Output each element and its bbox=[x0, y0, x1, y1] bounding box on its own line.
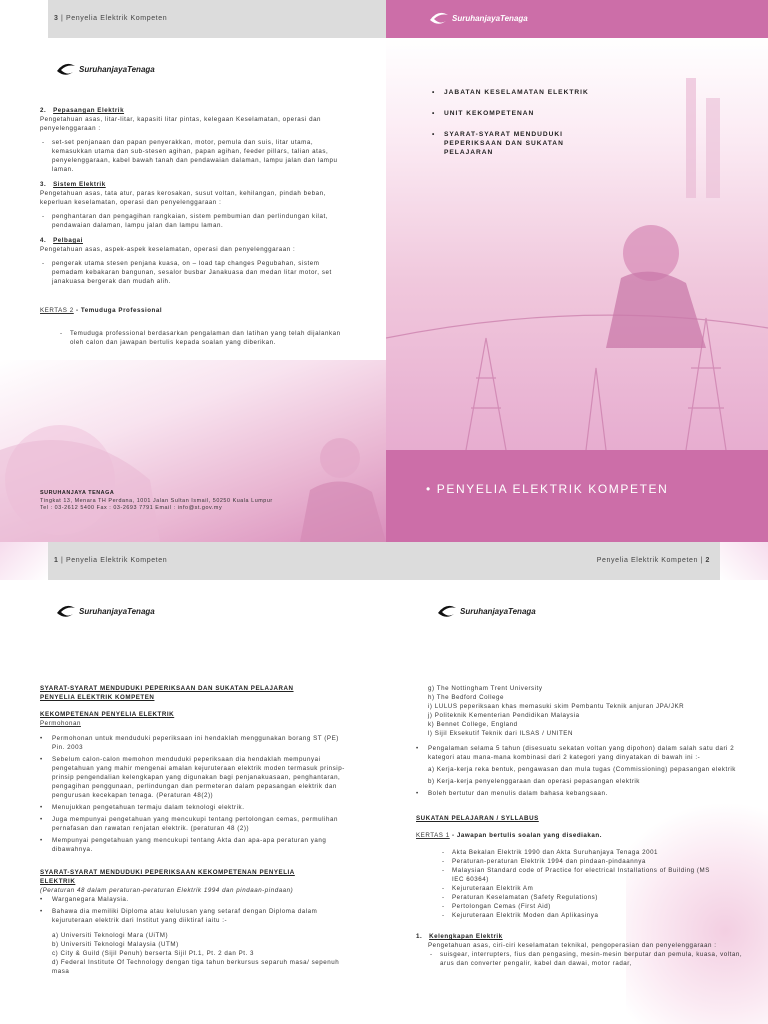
category-item: b) Kerja-kerja penyelenggaraan dan operasi pepasangan elektrik bbox=[428, 778, 640, 785]
brand-name: SuruhanjayaTenaga bbox=[79, 64, 155, 74]
requirement-bullet: • Pengalaman selama 5 tahun (disesuatu sekatan voltan yang dipohon) dalam salah satu dari 2 kategori atau mana-mana kombinasi dari 2 kategori yang dinyatakan di bawah ini :- bbox=[416, 744, 756, 762]
cover-bullet: • SYARAT-SYARAT MENDUDUKI PEPERIKSAAN DAN SUKATAN PELAJARAN bbox=[432, 130, 602, 157]
syllabus-heading: SUKATAN PELAJARAN / SYLLABUS bbox=[416, 815, 539, 822]
item-body: Pengetahuan asas, litar-litar, kapasiti litar pintas, kelegaan Keselamatan, operasi dan penyelenggaraan : bbox=[40, 116, 322, 132]
page-number: 1 bbox=[54, 557, 59, 564]
page-2-body bbox=[416, 684, 756, 971]
syllabus-item: - Peraturan Keselamatan (Safety Regulations) bbox=[440, 893, 710, 902]
sub-heading: Permohonan bbox=[40, 720, 81, 727]
kertas-title: - Temuduga Professional bbox=[73, 307, 163, 314]
item-title: Pelbagai bbox=[53, 237, 83, 244]
page-number: 2 bbox=[705, 557, 710, 564]
org-street: Tingkat 13, Menara TH Perdana, 1001 Jalan Sultan Ismail, 50250 Kuala Lumpur bbox=[40, 497, 273, 504]
institute-item: g) The Nottingham Trent University bbox=[428, 685, 543, 692]
page-1-body bbox=[40, 684, 352, 976]
separator: | bbox=[700, 557, 703, 564]
institute-item: j) Politeknik Kementerian Pendidikan Malaysia bbox=[428, 712, 580, 719]
page-3-body bbox=[40, 106, 352, 350]
page-2 bbox=[386, 542, 768, 1024]
syllabus-item: - Kejuruteraan Elektrik Am bbox=[440, 884, 710, 893]
item-body: Pengetahuan asas, tata atur, paras kerosakan, susut voltan, kehilangan, pindah beban, keperluan keselamatan, operasi dan penyelenggaraan : bbox=[40, 190, 326, 206]
kertas-1-heading bbox=[416, 831, 756, 840]
org-contact: Tel : 03-2612 5400 Fax : 03-2693 7791 Email : info@st.gov.my bbox=[40, 505, 223, 511]
item-body: Pengetahuan asas, aspek-aspek keselamatan, operasi dan penyelenggaraan : bbox=[40, 246, 296, 253]
section-heading: SYARAT-SYARAT MENDUDUKI PEPERIKSAAN DAN SUKATAN PELAJARAN PENYELIA ELEKTRIK KOMPETEN bbox=[40, 685, 294, 701]
swoosh-logo-icon bbox=[436, 604, 458, 618]
kertas-label: KERTAS 1 bbox=[416, 832, 450, 839]
item-title: Kelengkapan Elektrik bbox=[429, 933, 503, 940]
swoosh-logo-icon bbox=[55, 604, 77, 618]
swoosh-logo-icon bbox=[55, 62, 77, 76]
requirement-bullet: • Sebelum calon-calon memohon menduduki peperiksaan dia hendaklah mempunyai pengetahuan yang mahir mengenai amalan kejuruteraan elektrik moden termasuk prinsip-prinsip pengendalian kelengkapan yang digunakan bagi penjanakuasaan, penghantaran, pengagihan penggunaan, perlindungan dan permeteran dalam pepasangan elektrik dan pengurusan kecekapan tenaga. (Peraturan 48(2)) bbox=[40, 755, 352, 800]
cover-brand-logo bbox=[428, 11, 528, 25]
header-bar bbox=[48, 542, 386, 580]
section-item-4 bbox=[40, 236, 352, 286]
requirement-bullet: • Juga mempunyai pengetahuan yang mencukupi tentang pertolongan cemas, permulihan pernafasan dan rawatan renjatan elektrik. (peraturan 48 (2)) bbox=[40, 815, 352, 833]
kertas-2-heading bbox=[40, 306, 352, 315]
institute-item: i) LULUS peperiksaan khas memasuki skim Pembantu Teknik anjuran JPA/JKR bbox=[428, 703, 685, 710]
org-address bbox=[40, 490, 340, 513]
cover-bullet: • JABATAN KESELAMATAN ELEKTRIK bbox=[432, 88, 602, 97]
page-3 bbox=[0, 0, 386, 542]
brand-logo bbox=[55, 62, 155, 76]
org-name: SURUHANJAYA TENAGA bbox=[40, 490, 115, 496]
item-dash: - penghantaran dan pengagihan rangkaian, sistem pembumian dan perlindungan kilat, pendawaian dalaman, lampu jalan dan lampu laman. bbox=[40, 212, 352, 230]
syllabus-item: - Pertolongan Cemas (First Aid) bbox=[440, 902, 710, 911]
separator: | bbox=[61, 15, 64, 22]
header-bar bbox=[386, 542, 720, 580]
requirement-bullet: • Mempunyai pengetahuan yang mencukupi tentang Akta dan apa-apa peraturan yang dibawahnya. bbox=[40, 836, 352, 854]
requirement-bullet: • Permohonan untuk menduduki peperiksaan ini hendaklah menggunakan borang ST (PE) Pin. 2003 bbox=[40, 734, 352, 752]
institute-item: k) Bennet College, England bbox=[428, 721, 518, 728]
item-dash: - set-set penjanaan dan papan penyerakkan, motor, pemula dan suis, litar utama, kemasukkan utama dan sub-stesen agihan, papan agihan, feeder pillars, talian atas, penyelenggaraan, kabel bawah tanah dan pendawaian dalaman, lampu jalan dan lampu laman. bbox=[40, 138, 352, 174]
syllabus-item: - Kejuruteraan Elektrik Moden dan Aplikasinya bbox=[440, 911, 710, 920]
page-number: 3 bbox=[54, 15, 59, 22]
item-title: Sistem Elektrik bbox=[53, 181, 106, 188]
requirement-bullet: • Warganegara Malaysia. bbox=[40, 895, 352, 904]
requirement-bullet: • Menujukkan pengetahuan termaju dalam teknologi elektrik. bbox=[40, 803, 352, 812]
page-1 bbox=[0, 542, 386, 1024]
section-item-1 bbox=[416, 932, 756, 968]
category-item: a) Kerja-kerja reka bentuk, pengawasan dan mula tugas (Commissioning) pepasangan elektrik bbox=[428, 766, 736, 773]
running-title: Penyelia Elektrik Kompeten bbox=[66, 557, 168, 564]
cover-bullet: • UNIT KEKOMPETENAN bbox=[432, 109, 602, 118]
institute-item: b) Universiti Teknologi Malaysia (UTM) bbox=[52, 941, 179, 948]
item-dash: - pengerak utama stesen penjana kuasa, on – load tap changes Pegubahan, sistem pemadam kebakaran bangunan, sesalor busbar Janakuasa dan medan litar motor, set janakuasa bergerak dan mudah alih. bbox=[40, 259, 352, 286]
item-dash: - suisgear, interrupters, fius dan pengasing, mesin-mesin berputar dan pemula, kuasa, voltan, arus dan converter pengalir, kabel dan dawai, motor radar, bbox=[428, 950, 756, 968]
item-number: 1. bbox=[416, 933, 423, 940]
page-1-corner-decoration bbox=[0, 542, 48, 580]
requirement-bullet: • Bahawa dia memiliki Diploma atau kelulusan yang setaraf dengan Diploma dalam kejuruteraan elektrik dari Institut yang diiktiraf iaitu :- bbox=[40, 907, 352, 925]
swoosh-logo-icon bbox=[428, 11, 450, 25]
worker-silhouette-illustration bbox=[0, 360, 386, 542]
section-heading: KEKOMPETENAN PENYELIA ELEKTRIK bbox=[40, 711, 175, 718]
section-heading: SYARAT-SYARAT MENDUDUKI PEPERIKSAAN KEKOMPETENAN PENYELIA ELEKTRIK bbox=[40, 869, 295, 885]
cover-title-block bbox=[386, 450, 768, 542]
section-note: (Peraturan 48 dalam peraturan-peraturan Elektrik 1994 dan pindaan-pindaan) bbox=[40, 887, 294, 894]
brand-name: SuruhanjayaTenaga bbox=[79, 606, 155, 616]
institute-item: h) The Bedford College bbox=[428, 694, 504, 701]
brand-logo bbox=[436, 604, 536, 618]
brand-name: SuruhanjayaTenaga bbox=[452, 13, 528, 23]
institute-item: c) City & Guild (Sijil Penuh) berserta Sijil Pt.1, Pt. 2 dan Pt. 3 bbox=[52, 950, 255, 957]
syllabus-item: - Akta Bekalan Elektrik 1990 dan Akta Suruhanjaya Tenaga 2001 bbox=[440, 848, 710, 857]
brand-logo bbox=[55, 604, 155, 618]
institute-item: l) Sijil Eksekutif Teknik dari ILSAS / UNITEN bbox=[428, 730, 573, 737]
institute-item: d) Federal Institute Of Technology dengan tiga tahun berkursus separuh masa/ sepenuh masa bbox=[52, 959, 340, 975]
syllabus-item: - Peraturan-peraturan Elektrik 1994 dan pindaan-pindaannya bbox=[440, 857, 710, 866]
cover-bullets bbox=[432, 88, 602, 160]
section-item-2 bbox=[40, 106, 352, 174]
cover-title: • PENYELIA ELEKTRIK KOMPETEN bbox=[426, 482, 669, 496]
item-number: 3. bbox=[40, 181, 47, 188]
requirement-bullet: • Boleh bertutur dan menulis dalam bahasa kebangsaan. bbox=[416, 789, 756, 798]
header-bar bbox=[48, 0, 386, 38]
kertas-2-dash: - Temuduga professional berdasarkan pengalaman dan latihan yang telah dijalankan oleh calon dan jawapan bertulis kepada soalan yang diberikan. bbox=[58, 329, 352, 347]
item-number: 4. bbox=[40, 237, 47, 244]
page-2-corner-decoration bbox=[720, 542, 768, 580]
item-body: Pengetahuan asas, ciri-ciri keselamatan teknikal, pengoperasian dan penyelenggaraan : bbox=[428, 942, 717, 949]
kertas-label: KERTAS 2 bbox=[40, 307, 74, 314]
section-item-3 bbox=[40, 180, 352, 230]
item-number: 2. bbox=[40, 107, 47, 114]
item-title: Pepasangan Elektrik bbox=[53, 107, 125, 114]
separator: | bbox=[61, 557, 64, 564]
institute-item: a) Universiti Teknologi Mara (UiTM) bbox=[52, 932, 169, 939]
running-title: Penyelia Elektrik Kompeten bbox=[66, 15, 168, 22]
kertas-title: - Jawapan bertulis soalan yang disediakan. bbox=[449, 832, 603, 839]
brand-name: SuruhanjayaTenaga bbox=[460, 606, 536, 616]
syllabus-item: - Malaysian Standard code of Practice for electrical Installations of Building (MS IEC 60364) bbox=[440, 866, 710, 884]
running-title: Penyelia Elektrik Kompeten bbox=[596, 557, 698, 564]
cover-page bbox=[386, 0, 768, 542]
